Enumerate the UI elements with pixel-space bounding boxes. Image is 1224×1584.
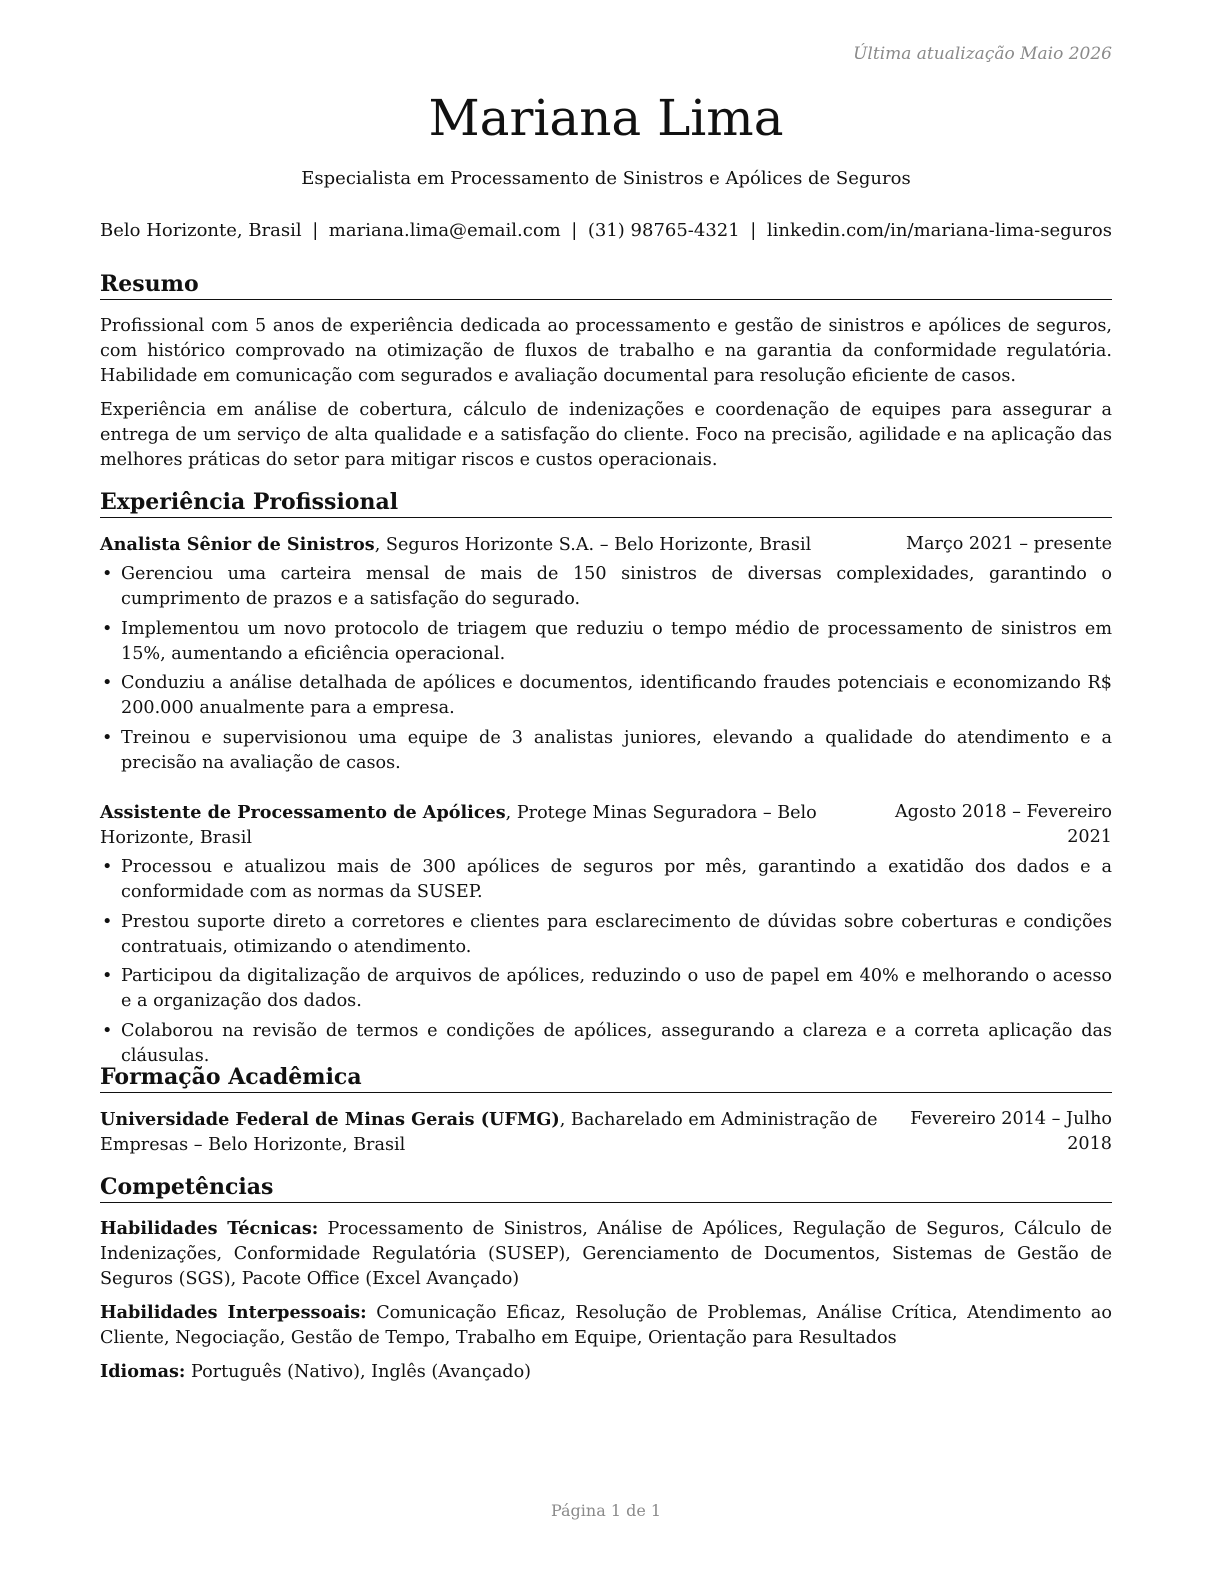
education-dates: Fevereiro 2014 – Julho 2018 [910,1109,1112,1154]
contact-phone[interactable]: (31) 98765-4321 [587,220,740,241]
skills-languages [100,1359,1112,1385]
summary-paragraph: Experiência em análise de cobertura, cálculo de indenizações e coordenação de equipes para assegurar a entrega de um serviço de alta qualidade e a satisfação do cliente. Foco na precisão, agilidade e na aplicação das melhores práticas do setor para mitigar riscos e custos operacionais. [100,400,1112,470]
section-title-education: Formação Acadêmica [100,1063,1112,1093]
summary-paragraph: Profissional com 5 anos de experiência dedicada ao processamento e gestão de sinistros e apólices de seguros, com histórico comprovado na otimização de fluxos de trabalho e na garantia da conformidade regulatória. Habilidade em comunicação com segurados e avaliação documental para resolução eficiente de casos. [100,316,1112,386]
list-item: • Processou e atualizou mais de 300 apólices de seguros por mês, garantindo a exatidão dos dados e a conformidade com as normas da SUSEP. [100,855,1112,905]
section-title-skills: Competências [100,1173,1112,1203]
skills-technical-list: Processamento de Sinistros, Análise de Apólices, Regulação de Seguros, Cálculo de Indenizações, Conformidade Regulatória (SUSEP), Gerenciamento de Documentos, Sistemas de Gestão de Seguros (SGS), Pacote Office (Excel Avançado) [100,1219,1112,1289]
contact-email-link[interactable]: mariana.lima@email.com [328,220,561,241]
skills-languages-label: Idiomas: [100,1361,186,1382]
education-entry [100,1107,1112,1158]
contact-separator: | [750,220,757,241]
last-updated-note: Última atualização Maio 2026 [853,44,1112,64]
list-item: • Colaborou na revisão de termos e condições de apólices, assegurando a clareza e a correta aplicação das cláusulas. [100,1019,1112,1069]
job-bullets [100,855,1112,1073]
job-bullets [100,562,1112,780]
contact-line [100,219,1112,243]
page-number: Página 1 de 1 [550,1501,662,1520]
list-item: • Conduziu a análise detalhada de apólices e documentos, identificando fraudes potenciais e economizando R$ 200.000 anualmente para a empresa. [100,671,1112,721]
job-header [100,800,1112,851]
job-dates: Agosto 2018 – Fevereiro 2021 [894,802,1112,847]
skills-technical-label: Habilidades Técnicas: [100,1218,319,1239]
section-title-experience: Experiência Profissional [100,488,1112,518]
education-degree: , Bacharelado em Administração de Empresas – Belo Horizonte, Brasil [100,1110,878,1155]
skills-interpersonal [100,1300,1112,1351]
list-item: • Gerenciou uma carteira mensal de mais de 150 sinistros de diversas complexidades, garantindo o cumprimento de prazos e a satisfação do segurado. [100,562,1112,612]
job-role: Assistente de Processamento de Apólices [100,802,506,823]
professional-headline: Especialista em Processamento de Sinistros e Apólices de Seguros [301,168,911,189]
job-company: , Seguros Horizonte S.A. – Belo Horizonte, Brasil [374,535,812,555]
education-title-line [100,1107,880,1158]
resume-page [100,0,1112,1584]
skills-technical [100,1216,1112,1292]
skills-interpersonal-list: Comunicação Eficaz, Resolução de Problemas, Análise Crítica, Atendimento ao Cliente, Negociação, Gestão de Tempo, Trabalho em Equipe, Orientação para Resultados [100,1303,1112,1348]
skills-interpersonal-label: Habilidades Interpessoais: [100,1302,367,1323]
section-title-summary: Resumo [100,270,1112,300]
list-item: • Participou da digitalização de arquivos de apólices, reduzindo o uso de papel em 40% e melhorando o acesso e a organização dos dados. [100,964,1112,1014]
candidate-name: Mariana Lima [428,89,784,147]
skills-languages-list: Português (Nativo), Inglês (Avançado) [185,1362,532,1382]
job-dates: Março 2021 – presente [905,534,1112,554]
contact-separator: | [312,220,319,241]
contact-linkedin-link[interactable]: linkedin.com/in/mariana-lima-seguros [766,220,1112,241]
contact-separator: | [571,220,578,241]
job-company: , Protege Minas Seguradora – Belo Horizonte, Brasil [100,803,817,848]
contact-location: Belo Horizonte, Brasil [100,220,302,241]
job-header [100,532,1112,558]
list-item: • Prestou suporte direto a corretores e clientes para esclarecimento de dúvidas sobre coberturas e condições contratuais, otimizando o atendimento. [100,910,1112,960]
list-item: • Implementou um novo protocolo de triagem que reduziu o tempo médio de processamento de sinistros em 15%, aumentando a eficiência operacional. [100,617,1112,667]
list-item: • Treinou e supervisionou uma equipe de 3 analistas juniores, elevando a qualidade do atendimento e a precisão na avaliação de casos. [100,726,1112,776]
education-institution: Universidade Federal de Minas Gerais (UFMG) [100,1109,560,1130]
job-title-line [100,800,880,851]
job-role: Analista Sênior de Sinistros [100,534,375,555]
